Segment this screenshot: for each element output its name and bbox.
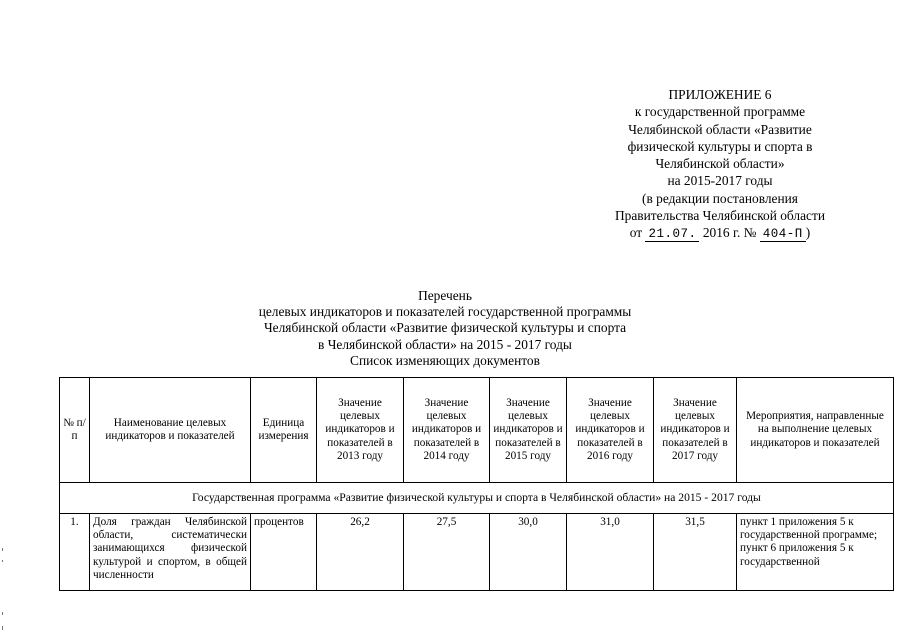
header-num: № п/п [60, 378, 90, 483]
title-line: в Челябинской области» на 2015 - 2017 годы [318, 336, 572, 352]
table-row [60, 514, 894, 591]
scan-mark [2, 626, 3, 630]
section-row [60, 483, 894, 514]
appendix-line: (в редакции постановления [642, 190, 798, 206]
row-unit: процентов [251, 514, 317, 591]
appendix-header [560, 86, 880, 244]
header-name: Наименование целевых индикаторов и показателей [90, 378, 251, 483]
header-2016: Значение целевых индикаторов и показателей в 2016 году [567, 378, 654, 483]
measures-item: пункт 1 приложения 5 к государственной программе; [740, 516, 878, 542]
appendix-line: на 2015-2017 годы [667, 173, 773, 189]
row-value-2016: 31,0 [567, 514, 654, 591]
signature-from: от [629, 225, 643, 241]
signature-number: 404-П [760, 227, 806, 242]
row-measures [737, 514, 894, 591]
section-title: Государственная программа «Развитие физической культуры и спорта в Челябинской области» на 2015 - 2017 годы [60, 483, 894, 514]
row-value-2015: 30,0 [490, 514, 567, 591]
header-unit: Единица измерения [251, 378, 317, 483]
signature-line [560, 224, 880, 243]
header-2013: Значение целевых индикаторов и показателей в 2013 году [317, 378, 404, 483]
header-2014: Значение целевых индикаторов и показателей в 2014 году [404, 378, 490, 483]
title-line: Челябинской области «Развитие физической культуры и спорта [263, 320, 627, 336]
table-header-row [60, 378, 894, 483]
title-line: целевых индикаторов и показателей государственной программы [258, 304, 632, 320]
appendix-line: Правительства Челябинской области [615, 208, 825, 224]
scan-mark [2, 612, 3, 615]
row-num: 1. [60, 514, 90, 591]
signature-date: 21.07. [645, 227, 699, 242]
title-line: Перечень [418, 288, 472, 303]
measures-item: пункт 6 приложения 5 к государственной [740, 542, 854, 568]
scan-mark [2, 560, 3, 562]
row-value-2014: 27,5 [404, 514, 490, 591]
document-title [160, 288, 730, 369]
appendix-line: Челябинской области «Развитие [628, 121, 812, 137]
title-line: Список изменяющих документов [350, 352, 540, 368]
signature-close: ) [805, 225, 811, 241]
scan-mark [2, 548, 3, 551]
row-value-2013: 26,2 [317, 514, 404, 591]
appendix-line: Челябинской области» [655, 156, 785, 172]
appendix-title: ПРИЛОЖЕНИЕ 6 [668, 87, 772, 102]
row-name: Доля граждан Челябинской области, систематически занимающихся физической культурой и спортом, в общей численности [90, 514, 251, 591]
header-2015: Значение целевых индикаторов и показателей в 2015 году [490, 378, 567, 483]
appendix-line: к государственной программе [634, 104, 806, 120]
appendix-line: физической культуры и спорта в [627, 138, 813, 154]
header-measures: Мероприятия, направленные на выполнение целевых индикаторов и показателей [737, 378, 894, 483]
row-value-2017: 31,5 [654, 514, 737, 591]
signature-year: 2016 г. № [702, 225, 757, 241]
indicators-table [59, 377, 894, 591]
header-2017: Значение целевых индикаторов и показателей в 2017 году [654, 378, 737, 483]
